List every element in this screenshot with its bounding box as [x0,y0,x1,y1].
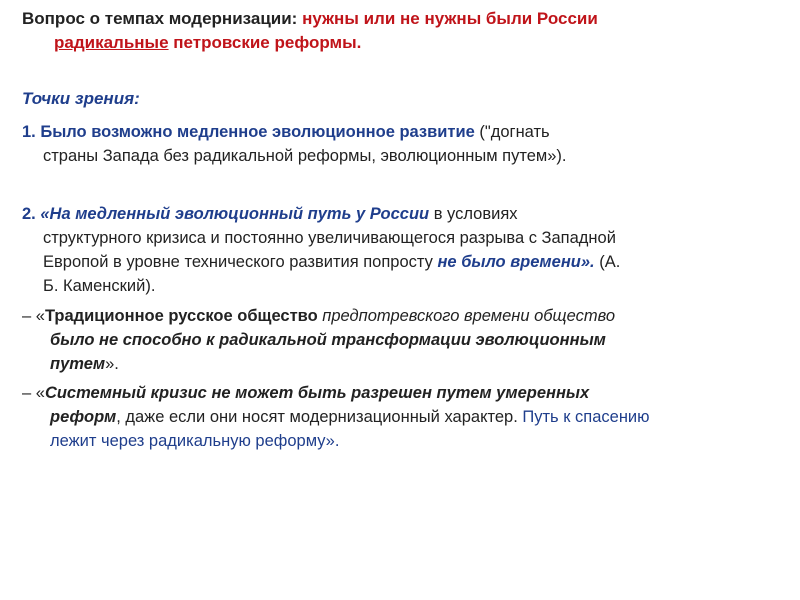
point-1-line2: страны Запада без радикальной реформы, эволюционным путем»). [43,147,567,165]
point-2-line3c: (А. [594,253,621,271]
point-4-dash: – « [22,384,45,402]
point-2-line4: Б. Каменский). [43,277,156,295]
point-1-rest: ("догнать [474,123,550,141]
point-3-line3a: путем [50,355,106,373]
point-3-italic: предпотревского времени общество [317,307,615,325]
point-2 [22,202,782,298]
title-suffix: петровские реформы. [168,33,362,52]
point-3-dash: – « [22,307,45,325]
point-3-line3 [22,352,782,376]
point-3-bold: Традиционное русское общество [44,307,318,325]
point-3 [22,304,782,376]
point-1 [22,120,782,168]
slide-title [22,7,762,55]
title-question: нужны или не нужны были России [302,9,598,28]
point-2-rest: в условиях [429,205,518,223]
point-4-line2c: Путь к спасению [522,408,650,426]
point-1-lead: 1. Было возможно медленное эволюционное развитие [22,123,475,141]
point-4-line3: лежит через радикальную реформу». [50,432,340,450]
point-2-line2: структурного кризиса и постоянно увеличивающегося разрыва с Западной [43,229,616,247]
title-prefix: Вопрос о темпах модернизации: [22,9,303,28]
point-2-line3a: Европой в уровне технического развития попросту [43,253,438,271]
title-underlined-word: радикальные [54,33,169,52]
point-2-number: 2. [22,205,41,223]
point-2-quote: «На медленный эволюционный путь у России [40,205,430,223]
point-4-line2b: , даже если они носят модернизационный характер. [116,408,523,426]
viewpoints-heading: Точки зрения: [22,89,140,108]
point-3-line3b: ». [105,355,119,373]
point-2-line3 [22,250,782,274]
point-4-line2 [22,405,782,429]
point-4-line2a: реформ [50,408,117,426]
point-4 [22,381,782,453]
title-line2 [22,31,762,55]
point-3-line2: было не способно к радикальной трансформации эволюционным [50,331,606,349]
point-2-accent: не было времени». [437,253,595,271]
point-4-bold-italic: Системный кризис не может быть разрешен путем умеренных [44,384,590,402]
